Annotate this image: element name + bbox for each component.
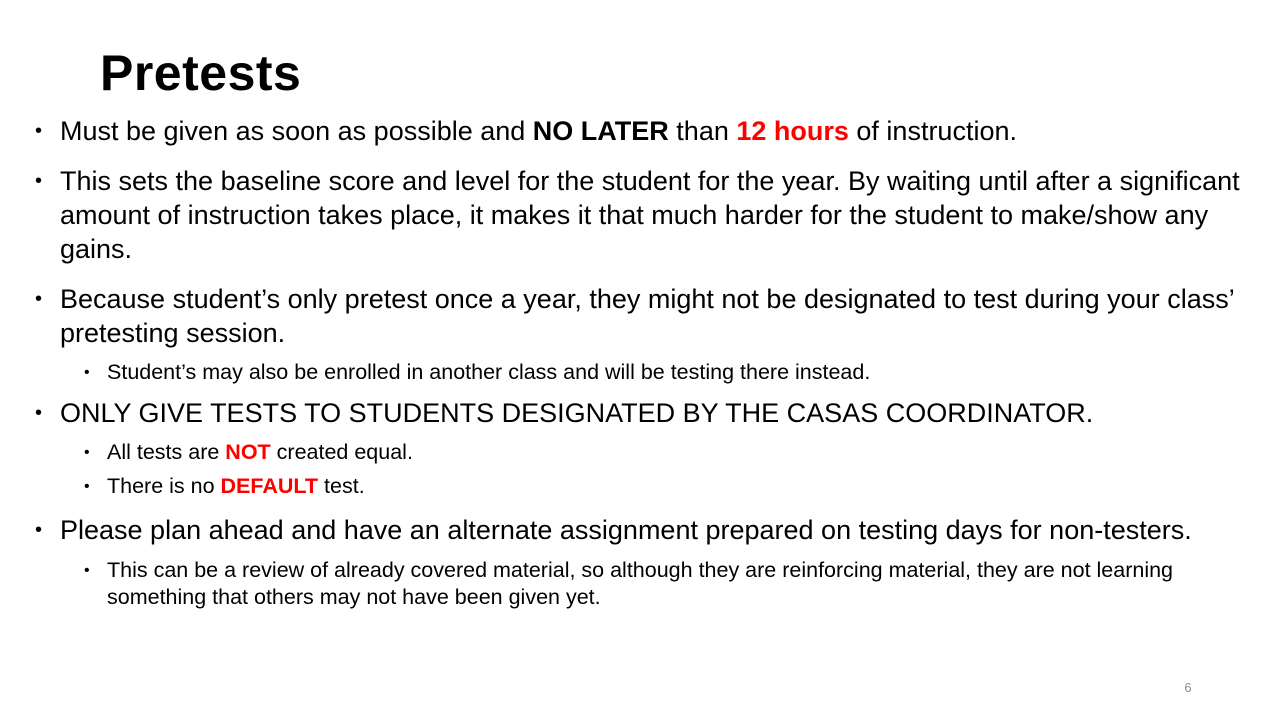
bullet-text: of instruction. bbox=[848, 116, 1017, 146]
bullet-text: Must be given as soon as possible and bbox=[60, 116, 533, 146]
bullet-icon: • bbox=[35, 288, 43, 310]
sub-bullet-item bbox=[34, 439, 1270, 466]
bullet-icon: • bbox=[84, 478, 90, 495]
sub-bullet-item bbox=[34, 473, 1270, 500]
bullet-text: This sets the baseline score and level for the student for the year. By waiting until after a significant amount of instruction takes place, it makes it that much harder for the student to make/show any gains. bbox=[60, 166, 1240, 264]
bullet-item bbox=[34, 164, 1270, 266]
bullet-icon: • bbox=[35, 170, 43, 192]
bullet-list bbox=[34, 114, 1270, 611]
bullet-text: than bbox=[668, 116, 737, 146]
bullet-item bbox=[34, 513, 1270, 547]
sub-bullet-text: test. bbox=[318, 474, 365, 498]
slide-title: Pretests bbox=[100, 45, 302, 101]
bullet-icon: • bbox=[35, 402, 43, 424]
bullet-text: ONLY GIVE TESTS TO STUDENTS DESIGNATED BY THE CASAS COORDINATOR. bbox=[60, 398, 1094, 428]
bullet-item bbox=[34, 282, 1270, 350]
bullet-text: Please plan ahead and have an alternate assignment prepared on testing days for non-testers. bbox=[60, 515, 1192, 545]
bullet-emphasis: NO LATER bbox=[532, 116, 669, 146]
bullet-text: Because student’s only pretest once a year, they might not be designated to test during your class’ pretesting session. bbox=[60, 284, 1234, 348]
sub-bullet-item bbox=[34, 359, 1270, 386]
sub-bullet-emphasis-red: NOT bbox=[225, 440, 271, 464]
sub-bullet-text: Student’s may also be enrolled in another class and will be testing there instead. bbox=[107, 360, 871, 384]
sub-bullet-text: created equal. bbox=[270, 440, 413, 464]
bullet-icon: • bbox=[35, 120, 43, 142]
bullet-emphasis-red: 12 hours bbox=[736, 116, 849, 146]
bullet-item bbox=[34, 396, 1270, 430]
sub-bullet-item bbox=[34, 557, 1270, 611]
sub-bullet-text: This can be a review of already covered material, so although they are reinforcing material, they are not learning something that others may not have been given yet. bbox=[107, 558, 1174, 609]
sub-bullet-text: All tests are bbox=[107, 440, 226, 464]
sub-bullet-text: There is no bbox=[107, 474, 221, 498]
sub-bullet-emphasis-red: DEFAULT bbox=[220, 474, 319, 498]
bullet-icon: • bbox=[84, 562, 90, 579]
page-number: 6 bbox=[1184, 680, 1192, 695]
bullet-icon: • bbox=[84, 444, 90, 461]
bullet-icon: • bbox=[84, 364, 90, 381]
bullet-icon: • bbox=[35, 519, 43, 541]
bullet-item bbox=[34, 114, 1270, 148]
